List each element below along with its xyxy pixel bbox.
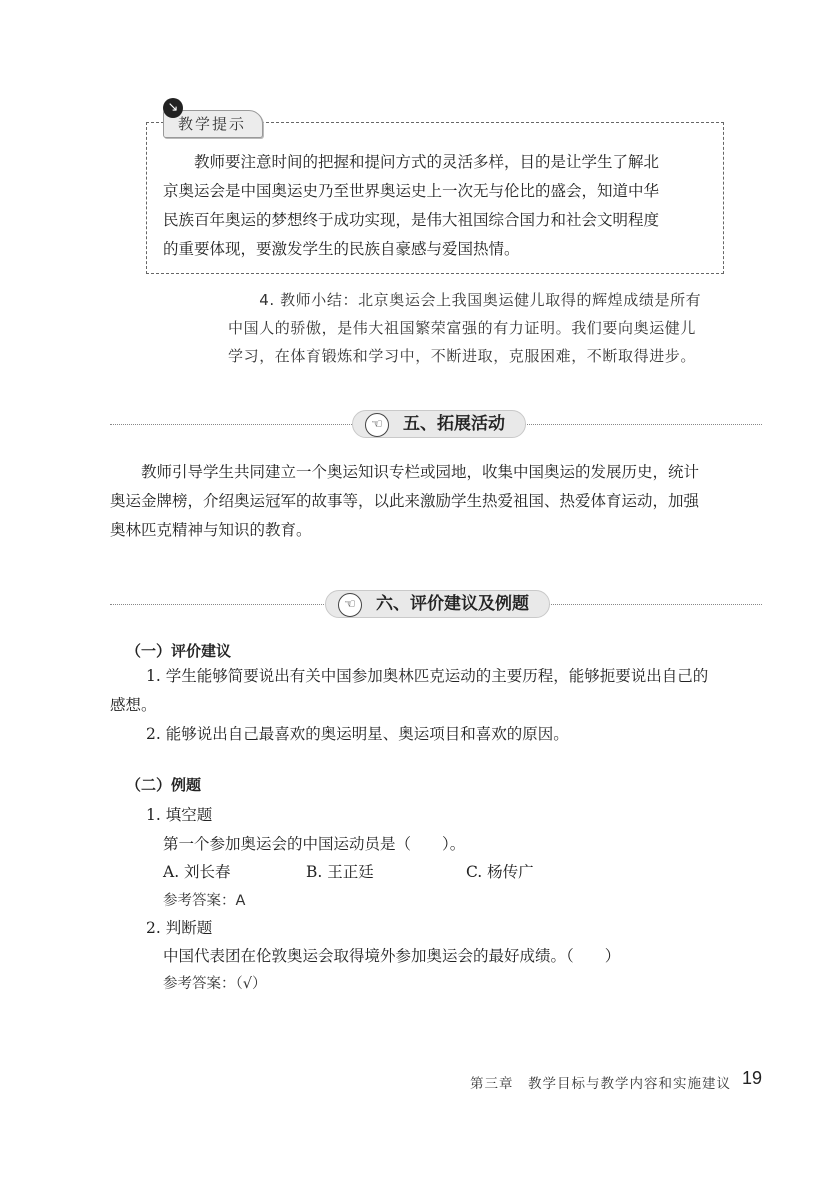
teaching-tip-label: 教学提示 — [178, 115, 247, 133]
section5-line: 奥运金牌榜，介绍奥运冠军的故事等，以此来激励学生热爱祖国、热爱体育运动，加强 — [110, 492, 700, 510]
evaluation-item-1-cont: 感想。 — [110, 696, 157, 714]
question-1-type: 1. 填空题 — [146, 806, 213, 824]
section6-title: 六、评价建议及例题 — [376, 594, 529, 614]
section5-line: 奥林匹克精神与知识的教育。 — [110, 521, 312, 539]
question-1-option-a: A. 刘长春 — [163, 863, 231, 881]
section6-header — [325, 590, 550, 618]
summary-line: 学习，在体育锻炼和学习中，不断进取，克服困难，不断取得进步。 — [228, 347, 697, 365]
teacher-summary — [228, 286, 764, 370]
question-1-option-c: C. 杨传广 — [466, 863, 534, 881]
section5-title: 五、拓展活动 — [403, 414, 505, 434]
question-2-stem: 中国代表团在伦敦奥运会取得境外参加奥运会的最好成绩。（ ） — [163, 947, 621, 965]
chapter-footer: 第三章 教学目标与教学内容和实施建议 — [470, 1076, 731, 1092]
tip-line: 民族百年奥运的梦想终于成功实现，是伟大祖国综合国力和社会文明程度 — [163, 211, 660, 229]
question-2-type: 2. 判断题 — [146, 919, 213, 937]
section5-body — [110, 458, 762, 545]
summary-line: 4. 教师小结：北京奥运会上我国奥运健儿取得的辉煌成绩是所有 — [228, 291, 702, 309]
teaching-tip-text — [163, 148, 715, 264]
examples-heading: （二）例题 — [126, 776, 202, 794]
section5-line: 教师引导学生共同建立一个奥运知识专栏或园地，收集中国奥运的发展历史，统计 — [110, 463, 700, 481]
question-1-stem: 第一个参加奥运会的中国运动员是（ ）。 — [163, 835, 466, 853]
evaluation-item-2: 2. 能够说出自己最喜欢的奥运明星、奥运项目和喜欢的原因。 — [146, 725, 569, 743]
evaluation-item-1: 1. 学生能够简要说出有关中国参加奥林匹克运动的主要历程，能够扼要说出自己的 — [146, 667, 709, 685]
tip-line: 教师要注意时间的把握和提问方式的灵活多样，目的是让学生了解北 — [163, 153, 660, 171]
evaluation-heading: （一）评价建议 — [126, 642, 232, 660]
section5-header — [352, 410, 526, 438]
summary-line: 中国人的骄傲，是伟大祖国繁荣富强的有力证明。我们要向奥运健儿 — [228, 319, 697, 337]
tip-line: 的重要体现，要激发学生的民族自豪感与爱国热情。 — [163, 240, 520, 258]
question-1-option-b: B. 王正廷 — [306, 863, 374, 881]
page-number: 19 — [742, 1068, 763, 1088]
tip-line: 京奥运会是中国奥运史乃至世界奥运史上一次无与伦比的盛会，知道中华 — [163, 182, 660, 200]
hand-icon: ☜ — [338, 593, 362, 617]
hand-icon: ☜ — [365, 413, 389, 437]
arrow-down-right-icon: ↘ — [163, 98, 183, 118]
question-1-answer: 参考答案：A — [163, 893, 246, 909]
question-2-answer: 参考答案：（√） — [163, 976, 267, 992]
